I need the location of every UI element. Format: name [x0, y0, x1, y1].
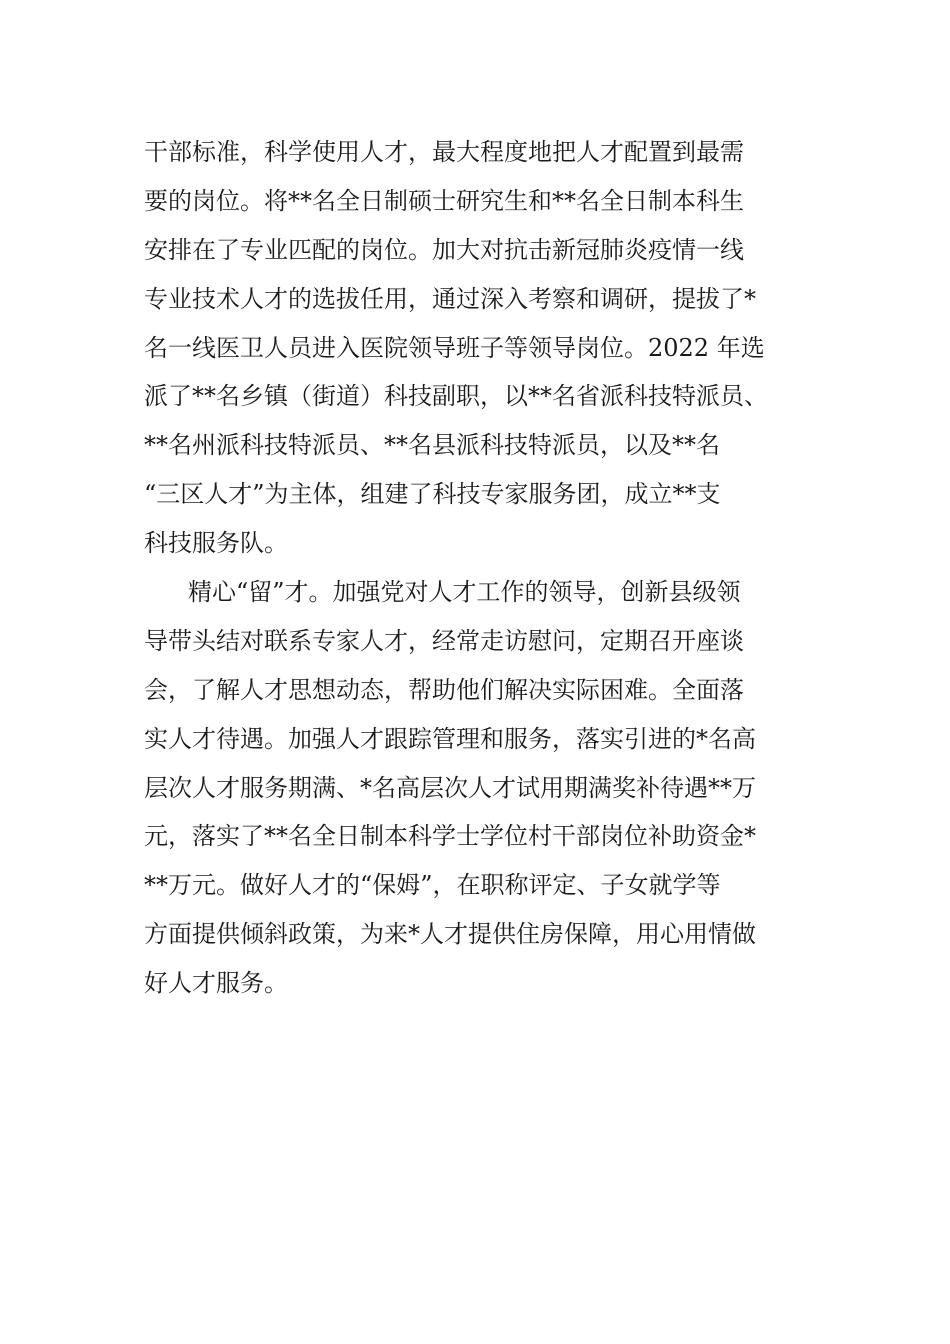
- text-line: 科技服务队。: [144, 529, 288, 558]
- text-line: 专业技术人才的选拔任用，通过深入考察和调研，提拔了*: [144, 284, 756, 313]
- text-line: 好人才服务。: [144, 969, 288, 998]
- text-line: 元，落实了**名全日制本科学士学位村干部岗位补助资金*: [144, 822, 756, 851]
- paragraph-start-line: 精心“留”才。加强党对人才工作的领导，创新县级领: [188, 578, 741, 607]
- text-line: 会，了解人才思想动态，帮助他们解决实际困难。全面落: [144, 675, 744, 704]
- text-line: 实人才待遇。加强人才跟踪管理和服务，落实引进的*名高: [144, 724, 756, 753]
- text-line: “三区人才”为主体，组建了科技专家服务团，成立**支: [144, 480, 721, 509]
- text-line: 要的岗位。将**名全日制硕士研究生和**名全日制本科生: [144, 186, 744, 215]
- text-line: 方面提供倾斜政策，为来*人才提供住房保障，用心用情做: [144, 920, 756, 949]
- text-line: **名州派科技特派员、**名县派科技特派员，以及**名: [144, 431, 720, 460]
- text-line: 名一线医卫人员进入医院领导班子等领导岗位。2022 年选: [144, 333, 765, 362]
- text-line: 层次人才服务期满、*名高层次人才试用期满奖补待遇**万: [144, 773, 756, 802]
- text-line: **万元。做好人才的“保姆”，在职称评定、子女就学等: [144, 871, 721, 900]
- body-text: [144, 128, 814, 1008]
- text-line: 派了**名乡镇（街道）科技副职，以**名省派科技特派员、: [144, 382, 768, 411]
- text-line: 安排在了专业匹配的岗位。加大对抗击新冠肺炎疫情一线: [144, 235, 744, 264]
- text-line: 干部标准，科学使用人才，最大程度地把人才配置到最需: [144, 138, 744, 166]
- text-line: 导带头结对联系专家人才，经常走访慰问，定期召开座谈: [144, 626, 744, 655]
